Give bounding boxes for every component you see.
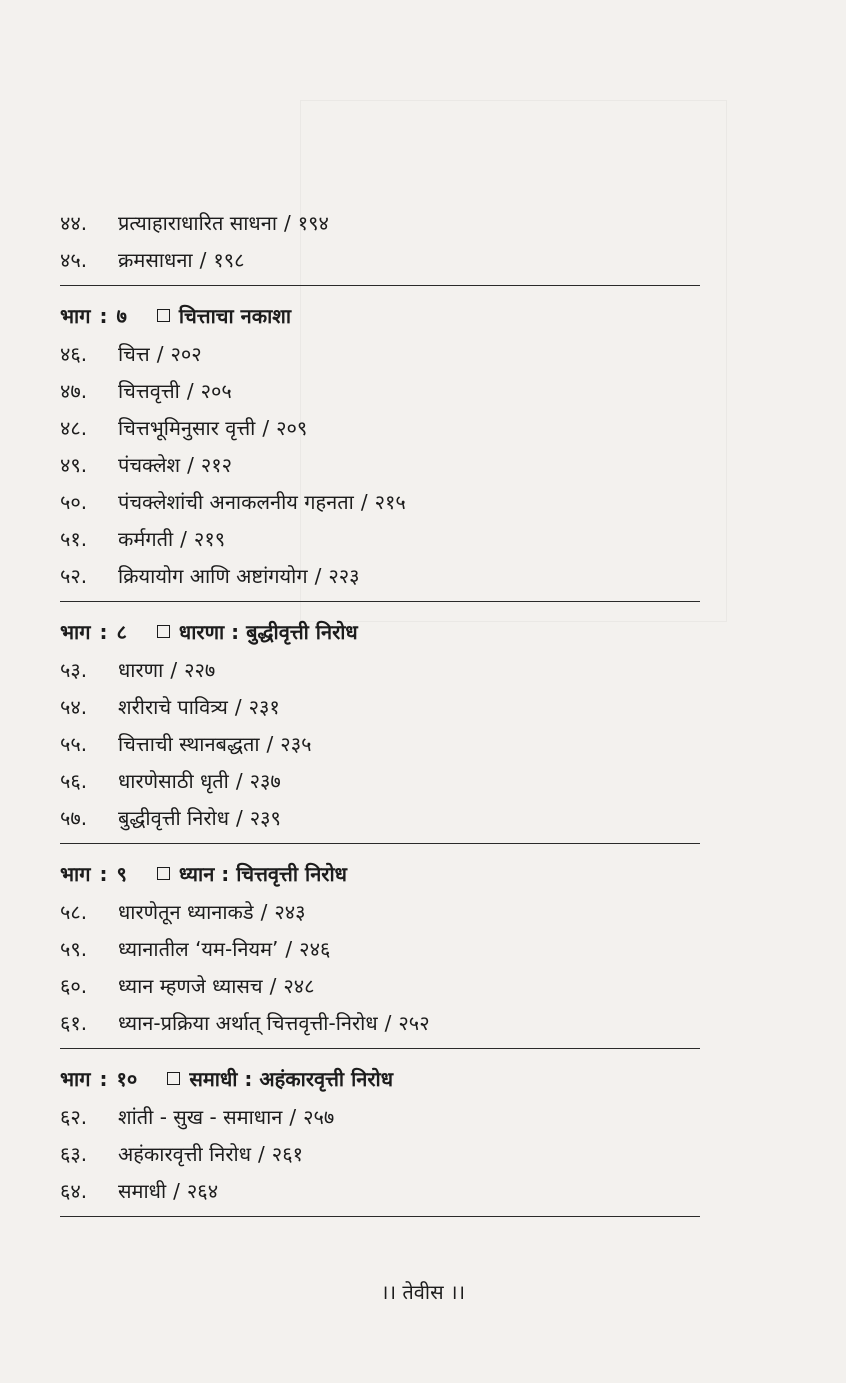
- entry-page-number: २१५: [374, 490, 406, 514]
- entry-number: ५६.: [60, 769, 88, 793]
- page-footer: ।। तेवीस ।।: [380, 1280, 466, 1304]
- entry-number: ४६.: [60, 342, 88, 366]
- toc-entry: [60, 484, 700, 521]
- toc-entry: [60, 242, 700, 279]
- page-separator: /: [180, 527, 187, 551]
- entry-number: ५४.: [60, 695, 88, 719]
- toc-entry: [60, 205, 700, 242]
- entry-title: क्रमसाधना: [118, 248, 193, 272]
- entry-number: ४९.: [60, 453, 88, 477]
- entry-page-number: २१२: [200, 453, 233, 477]
- part-label: भाग: [60, 304, 91, 328]
- entry-number: ६४.: [60, 1179, 88, 1203]
- toc-entry: [60, 1099, 700, 1136]
- entry-title: बुद्धीवृत्ती निरोध: [118, 806, 229, 830]
- entry-number: ५८.: [60, 900, 88, 924]
- page-separator: /: [285, 937, 293, 961]
- page-separator: /: [236, 806, 243, 830]
- entry-title: कर्मगती: [118, 527, 174, 551]
- square-bullet-icon: [157, 867, 170, 880]
- entry-page-number: २३५: [280, 732, 312, 756]
- toc-entry: [60, 336, 700, 373]
- entry-page-number: २५७: [303, 1105, 335, 1129]
- entry-title: धारणेतून ध्यानाकडे: [118, 900, 254, 924]
- entry-title: ध्यान म्हणजे ध्यासच: [118, 974, 263, 998]
- entry-title: चित्ताची स्थानबद्धता: [118, 732, 260, 756]
- entry-page-number: २६४: [186, 1179, 219, 1203]
- toc-entry: [60, 968, 700, 1005]
- entry-title: अहंकारवृत्ती निरोध: [118, 1142, 252, 1166]
- page-separator: /: [186, 379, 194, 403]
- entry-number: ५०.: [60, 490, 88, 514]
- part-number: ८: [116, 620, 127, 644]
- page-separator: /: [260, 900, 268, 924]
- part-colon: :: [99, 304, 108, 328]
- entry-number: ५३.: [60, 658, 88, 682]
- toc-entry: [60, 894, 700, 931]
- toc-entry: [60, 410, 700, 447]
- toc-entry: [60, 931, 700, 968]
- entry-title: धारणा: [118, 658, 164, 682]
- toc-entry: [60, 689, 700, 726]
- entry-title: चित्तभूमिनुसार वृत्ती: [118, 416, 256, 440]
- entry-page-number: २०९: [276, 416, 308, 440]
- entry-title: धारणेसाठी धृती: [118, 769, 229, 793]
- entry-title: प्रत्याहाराधारित साधना: [118, 211, 277, 235]
- entry-title: क्रियायोग आणि अष्टांगयोग: [118, 564, 308, 588]
- toc-entry: [60, 447, 700, 484]
- part-title: समाधी : अहंकारवृत्ती निरोध: [189, 1067, 394, 1091]
- entry-number: ५९.: [60, 937, 88, 961]
- entry-title: समाधी: [118, 1179, 167, 1203]
- part-number: १०: [116, 1067, 138, 1091]
- entry-page-number: २४६: [299, 937, 331, 961]
- part-title: ध्यान : चित्तवृत्ती निरोध: [178, 862, 347, 886]
- entry-number: ५७.: [60, 806, 88, 830]
- entry-number: ६२.: [60, 1105, 88, 1129]
- page-separator: /: [235, 769, 243, 793]
- page-separator: /: [234, 695, 242, 719]
- entry-page-number: २४८: [283, 974, 315, 998]
- entry-number: ५५.: [60, 732, 88, 756]
- part-label: भाग: [60, 862, 91, 886]
- entry-title: पंचक्लेशांची अनाकलनीय गहनता: [118, 490, 354, 514]
- page-separator: /: [187, 453, 194, 477]
- part-colon: :: [99, 862, 108, 886]
- part-heading: [60, 1059, 700, 1099]
- entry-number: ६३.: [60, 1142, 88, 1166]
- page-separator: /: [360, 490, 368, 514]
- square-bullet-icon: [157, 309, 170, 322]
- entry-page-number: २३१: [248, 695, 280, 719]
- entry-page-number: २३९: [249, 806, 281, 830]
- entry-number: ५१.: [60, 527, 88, 551]
- entry-number: ४४.: [60, 211, 88, 235]
- entry-page-number: २२३: [328, 564, 360, 588]
- part-number: ७: [116, 304, 127, 328]
- entry-page-number: २०५: [200, 379, 232, 403]
- part-colon: :: [99, 1067, 108, 1091]
- page-separator: /: [269, 974, 277, 998]
- part-heading: [60, 612, 700, 652]
- page-separator: /: [314, 564, 322, 588]
- part-title: चित्ताचा नकाशा: [178, 304, 292, 328]
- part-colon: :: [99, 620, 108, 644]
- entry-title: ध्यानातील ‘यम-नियम’: [118, 937, 279, 961]
- entry-page-number: २६१: [271, 1142, 303, 1166]
- section-divider: [60, 1216, 700, 1217]
- entry-title: चित्त: [118, 342, 150, 366]
- toc-entry: [60, 800, 700, 837]
- part-heading: [60, 854, 700, 894]
- entry-page-number: २२७: [184, 658, 216, 682]
- entry-page-number: २०२: [170, 342, 202, 366]
- part-heading: [60, 296, 700, 336]
- section-divider: [60, 843, 700, 844]
- page-separator: /: [156, 342, 164, 366]
- page-separator: /: [173, 1179, 180, 1203]
- entry-title: पंचक्लेश: [118, 453, 181, 477]
- toc-entry: [60, 521, 700, 558]
- entry-number: ४८.: [60, 416, 88, 440]
- entry-number: ४७.: [60, 379, 88, 403]
- part-label: भाग: [60, 1067, 91, 1091]
- page-separator: /: [258, 1142, 265, 1166]
- section-divider: [60, 285, 700, 286]
- entry-title: शांती - सुख - समाधान: [118, 1105, 283, 1129]
- entry-page-number: २४३: [274, 900, 306, 924]
- page-separator: /: [262, 416, 270, 440]
- section-divider: [60, 601, 700, 602]
- toc-entry: [60, 1136, 700, 1173]
- entry-number: ४५.: [60, 248, 88, 272]
- entry-number: ६१.: [60, 1011, 88, 1035]
- entry-page-number: २१९: [193, 527, 226, 551]
- page-separator: /: [199, 248, 207, 272]
- section-divider: [60, 1048, 700, 1049]
- part-label: भाग: [60, 620, 91, 644]
- entry-title: ध्यान-प्रक्रिया अर्थात् चित्तवृत्ती-निरोध: [118, 1011, 378, 1035]
- page-separator: /: [266, 732, 274, 756]
- toc-entry: [60, 726, 700, 763]
- entry-title: चित्तवृत्ती: [118, 379, 180, 403]
- part-number: ९: [116, 862, 127, 886]
- page-separator: /: [384, 1011, 392, 1035]
- square-bullet-icon: [157, 625, 170, 638]
- page-separator: /: [284, 211, 291, 235]
- entry-page-number: १९८: [213, 248, 245, 272]
- toc-entry: [60, 1173, 700, 1210]
- toc-entry: [60, 763, 700, 800]
- entry-page-number: १९४: [297, 211, 329, 235]
- toc-entry: [60, 373, 700, 410]
- entry-title: शरीराचे पावित्र्य: [118, 695, 228, 719]
- entry-number: ६०.: [60, 974, 88, 998]
- entry-page-number: २५२: [398, 1011, 430, 1035]
- page-separator: /: [170, 658, 178, 682]
- toc-entry: [60, 1005, 700, 1042]
- toc-entry: [60, 558, 700, 595]
- square-bullet-icon: [167, 1072, 180, 1085]
- part-title: धारणा : बुद्धीवृत्ती निरोध: [178, 620, 358, 644]
- page-separator: /: [289, 1105, 297, 1129]
- table-of-contents: [60, 205, 700, 1227]
- entry-number: ५२.: [60, 564, 88, 588]
- entry-page-number: २३७: [249, 769, 281, 793]
- toc-entry: [60, 652, 700, 689]
